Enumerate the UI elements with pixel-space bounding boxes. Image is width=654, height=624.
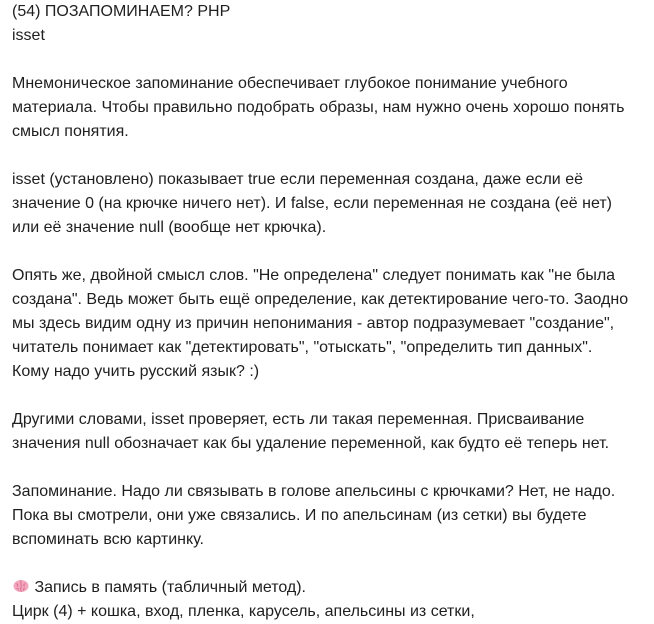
paragraph-memorization bbox=[12, 480, 648, 552]
post-title: (54) ПОЗАПОМИНАЕМ? PHP bbox=[12, 3, 231, 20]
paragraph-isset-definition bbox=[12, 168, 648, 240]
paragraph-line: значения null обозначает как бы удаление переменной, как будто её теперь нет. bbox=[12, 435, 610, 452]
paragraph-line: Другими словами, isset проверяет, есть ли такая переменная. Присваивание bbox=[12, 411, 585, 428]
post-subtitle: isset bbox=[12, 27, 45, 44]
paragraph-line: создана". Ведь может быть ещё определение, как детектирование чего-то. Заодно bbox=[12, 291, 629, 308]
paragraph-line: мы здесь видим одну из причин непонимания - автор подразумевает "создание", bbox=[12, 315, 615, 332]
paragraph-line: материала. Чтобы правильно подобрать образы, нам нужно очень хорошо понять bbox=[12, 99, 625, 116]
post-body bbox=[12, 0, 648, 624]
spacer bbox=[12, 48, 648, 72]
paragraph-line: смысл понятия. bbox=[12, 123, 129, 140]
paragraph-in-other-words bbox=[12, 408, 648, 456]
paragraph-line: Кому надо учить русский язык? :) bbox=[12, 363, 260, 380]
paragraph-line: вспоминать всю картинку. bbox=[12, 531, 204, 548]
spacer bbox=[12, 144, 648, 168]
paragraph-line: Запоминание. Надо ли связывать в голове апельсины с крючками? Нет, не надо. bbox=[12, 483, 616, 500]
paragraph-line: или её значение null (вообще нет крючка). bbox=[12, 219, 327, 236]
memory-heading: Запись в память (табличный метод). bbox=[34, 579, 306, 596]
paragraph-line: Пока вы смотрели, они уже связались. И по апельсинам (из сетки) вы будете bbox=[12, 507, 587, 524]
brain-icon bbox=[12, 576, 30, 600]
spacer bbox=[12, 552, 648, 576]
paragraph-double-meaning bbox=[12, 264, 648, 384]
paragraph-line: значение 0 (на крючке ничего нет). И false, если переменная не создана (её нет) bbox=[12, 195, 613, 212]
memory-section bbox=[12, 576, 648, 624]
memory-heading-line bbox=[12, 576, 648, 600]
spacer bbox=[12, 384, 648, 408]
spacer bbox=[12, 240, 648, 264]
paragraph-line: Опять же, двойной смысл слов. "Не определена" следует понимать как "не была bbox=[12, 267, 616, 284]
paragraph-line: isset (установлено) показывает true если переменная создана, даже если её bbox=[12, 171, 583, 188]
paragraph-line: читатель понимает как "детектировать", "отыскать", "определить тип данных". bbox=[12, 339, 593, 356]
spacer bbox=[12, 456, 648, 480]
memory-item: Цирк (4) + кошка, вход, пленка, карусель, апельсины из сетки, bbox=[12, 603, 475, 620]
paragraph-intro bbox=[12, 72, 648, 144]
paragraph-line: Мнемоническое запоминание обеспечивает глубокое понимание учебного bbox=[12, 75, 568, 92]
